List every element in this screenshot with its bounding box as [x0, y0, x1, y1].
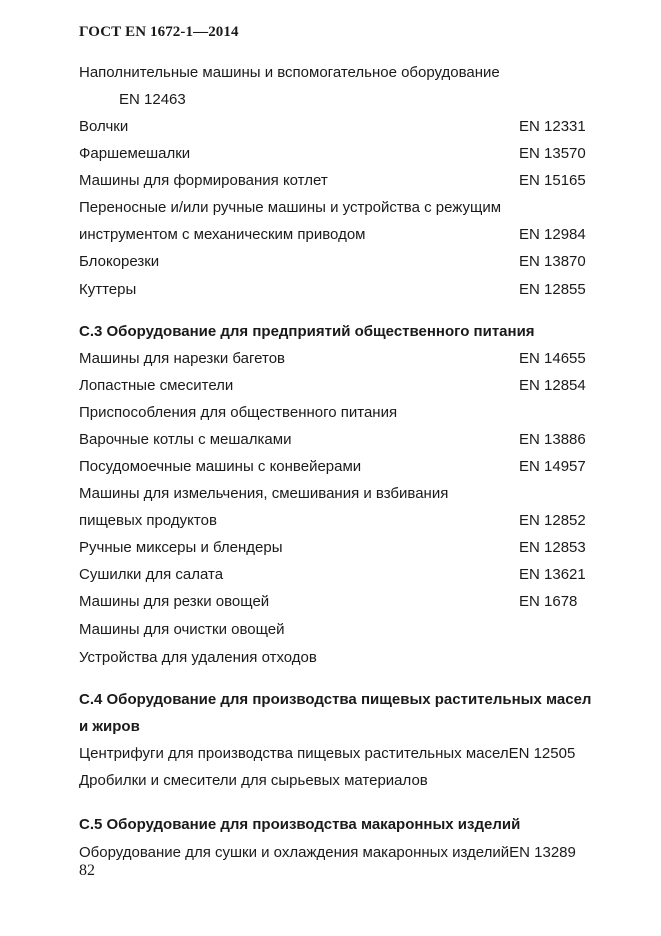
entry-text: Машины для резки овощей: [79, 593, 270, 610]
entry-text: Ручные миксеры и блендеры: [79, 539, 283, 556]
entry-text: Переносные и/или ручные машины и устройства с режущим: [79, 199, 502, 216]
entry-text: Куттеры: [79, 281, 137, 298]
entry-text: Наполнительные машины и вспомогательное оборудование: [79, 64, 500, 81]
entry-text: Устройства для удаления отходов: [79, 649, 317, 666]
page-number: 82: [79, 862, 95, 879]
entry-text: Посудомоечные машины с конвейерами: [79, 458, 362, 475]
entry-text: пищевых продуктов: [79, 512, 217, 529]
section-heading: С.3 Оборудование для предприятий общественного питания: [79, 323, 535, 340]
section-heading: С.5 Оборудование для производства макаронных изделий: [79, 816, 521, 833]
entry-standard-code: EN 12854: [519, 377, 586, 394]
entry-standard-code: EN 12855: [519, 281, 586, 298]
document-header: ГОСТ EN 1672-1—2014: [79, 24, 239, 40]
entry-text: Волчки: [79, 118, 129, 135]
entry-text: Лопастные смесители: [79, 377, 234, 394]
entry-text: Дробилки и смесители для сырьевых материалов: [79, 772, 428, 789]
entry-standard-code: EN 15165: [519, 172, 586, 189]
entry-text: Машины для формирования котлет: [79, 172, 328, 189]
entry-standard-code: EN 13870: [519, 253, 586, 270]
entry-standard-code: EN 14655: [519, 350, 586, 367]
entry-standard-code: EN 1678: [519, 593, 578, 610]
section-heading: С.4 Оборудование для производства пищевых растительных масел: [79, 691, 592, 708]
entry-standard-code: EN 12984: [519, 226, 586, 243]
entry-standard-code: EN 12853: [519, 539, 586, 556]
entry-standard-code: EN 12852: [519, 512, 586, 529]
entry-text: Машины для очистки овощей: [79, 621, 285, 638]
entry-standard-code: EN 14957: [519, 458, 586, 475]
entry-text: Варочные котлы с мешалками: [79, 431, 292, 448]
entry-standard-code: EN 13621: [519, 566, 586, 583]
entry-standard-code: EN 13886: [519, 431, 586, 448]
entry-text: Центрифуги для производства пищевых растительных маселEN 12505: [79, 745, 576, 762]
section-heading-continuation: и жиров: [79, 718, 140, 735]
entry-text: инструментом с механическим приводом: [79, 226, 366, 243]
entry-text: Фаршемешалки: [79, 145, 191, 162]
entry-text: Блокорезки: [79, 253, 160, 270]
entry-text: Оборудование для сушки и охлаждения макаронных изделийEN 13289: [79, 844, 576, 861]
entry-text: Машины для нарезки багетов: [79, 350, 286, 367]
entry-text: Приспособления для общественного питания: [79, 404, 398, 421]
entry-text: Машины для измельчения, смешивания и взбивания: [79, 485, 449, 502]
entry-standard-code: EN 13570: [519, 145, 586, 162]
entry-standard-code: EN 12331: [519, 118, 586, 135]
entry-text: EN 12463: [119, 91, 186, 108]
entry-text: Сушилки для салата: [79, 566, 224, 583]
